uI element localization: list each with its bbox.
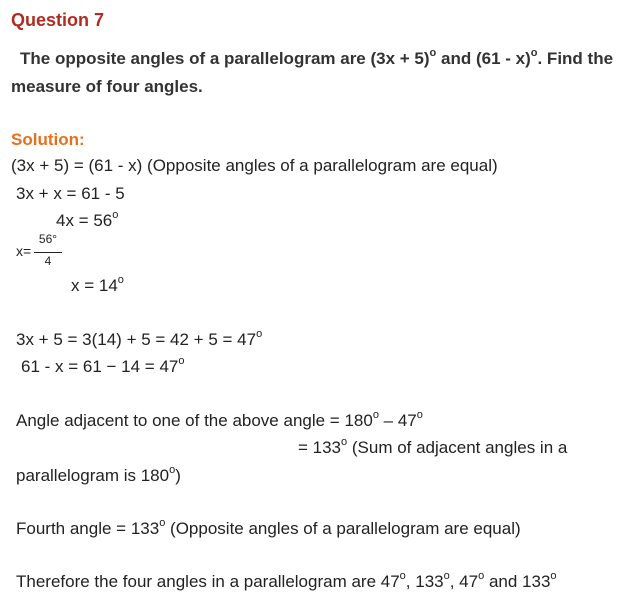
solution-step-8: = $133^o$ (Sum of adjacent angles in a <box>298 436 568 457</box>
solution-title: Solution: <box>11 130 85 149</box>
question-text-line-2: measure of four angles. <box>11 77 203 96</box>
fraction-denominator: 4 <box>44 254 52 268</box>
question-text-line-1: The opposite angles of a parallelogram are $(3x + 5)^o$ and (61 - x)$^o$. Find the <box>20 47 614 68</box>
solution-step-9: parallelogram is 180$^o$) <box>16 464 181 485</box>
solution-step-6: $61 - x = 61 - 14 = 47^o$ <box>21 355 185 376</box>
fraction-x: x= <box>16 243 32 259</box>
fraction-numerator: 56° <box>38 232 58 246</box>
solution-step-2: 3x + x = 61 - 5 <box>16 184 125 203</box>
solution-step-3: $4x = 56^o$ <box>56 209 119 230</box>
solution-step-4: $x = 14^o$ <box>71 274 124 295</box>
fraction-bar <box>34 252 62 253</box>
solution-step-1: (3x + 5) = (61 - x) (Opposite angles of a parallelogram are equal) <box>11 156 498 175</box>
solution-step-7: Angle adjacent to one of the above angle = $180^o - 47^o$ <box>16 409 423 430</box>
solution-step-10: Fourth angle = $133^o$ (Opposite angles of a parallelogram are equal) <box>16 517 521 538</box>
question-title: Question 7 <box>11 10 105 30</box>
solution-step-11: Therefore the four angles in a parallelogram are 47$^o$, 133$^o$, 47$^o$ and 133$^o$ <box>16 570 557 591</box>
solution-step-5: $3x + 5 = 3(14) + 5 = 42 + 5 = 47^o$ <box>16 328 263 349</box>
